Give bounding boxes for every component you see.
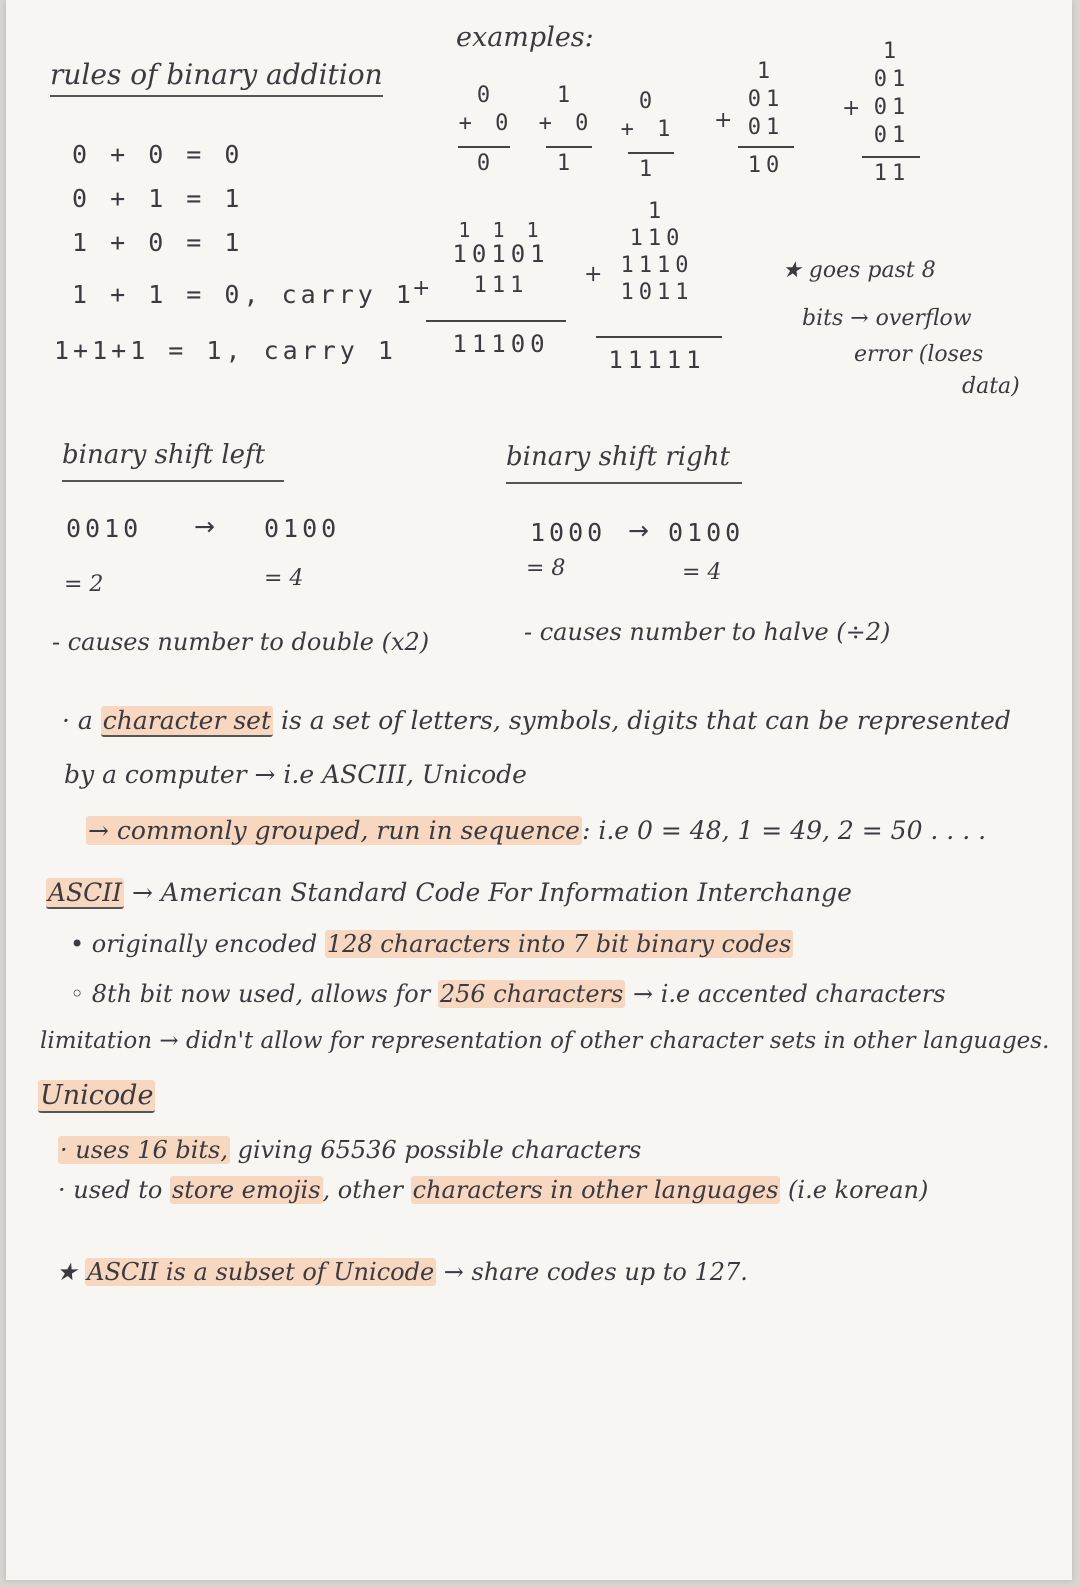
example-top: 110 <box>629 226 685 251</box>
shift-left-title: binary shift left <box>62 440 284 482</box>
footnote: ★ ASCII is a subset of Unicode → share codes up to 127. <box>56 1258 748 1286</box>
shift-right-from-value: = 8 <box>526 556 566 581</box>
carry-digits: 1 <box>756 59 776 84</box>
example-top: 1 <box>556 83 576 108</box>
example-bottom: + 0 <box>458 111 514 136</box>
example-top: 0 <box>638 89 658 114</box>
ascii-bullet: • originally encoded 128 characters into 7 bit binary codes <box>70 930 792 958</box>
example-bottom: 1011 <box>620 280 694 305</box>
example-result: 11 <box>873 161 911 186</box>
sum-rule <box>546 146 592 148</box>
star-icon: ★ <box>782 258 802 283</box>
overflow-note: error (loses <box>854 342 984 367</box>
example-result: 0 <box>476 151 496 176</box>
example-bottom: + 1 <box>620 117 676 142</box>
unicode-title: Unicode <box>40 1080 154 1111</box>
example-result: 1 <box>638 157 658 182</box>
character-set-term: character set <box>102 706 272 735</box>
example-sum <box>618 88 678 144</box>
sum-rule <box>596 336 722 338</box>
shift-right-to: 0100 <box>668 518 745 547</box>
sum-rule <box>426 320 566 322</box>
sum-rule <box>862 156 920 158</box>
example-bottom: + 0 <box>538 111 594 136</box>
ascii-label: ASCII <box>48 878 123 907</box>
example-sum <box>612 198 702 306</box>
arrow-icon: → <box>194 512 215 541</box>
arrow-icon: → <box>628 516 649 545</box>
ascii-bullet: ◦ 8th bit now used, allows for 256 characters → i.e accented characters <box>70 980 946 1008</box>
example-top: 10101 <box>452 240 550 268</box>
shift-right-title: binary shift right <box>506 442 742 484</box>
shift-left-from: 0010 <box>66 514 143 543</box>
example-middle: 01 <box>873 95 911 120</box>
example-bottom: 01 <box>873 123 911 148</box>
example-bottom: 111 <box>473 273 529 298</box>
rule-line: 0 + 1 = 1 <box>72 184 244 213</box>
overflow-note: data) <box>962 374 1020 399</box>
example-result: 10 <box>747 153 785 178</box>
example-top: 01 <box>873 67 911 92</box>
plus-sign: + <box>714 108 733 133</box>
rules-title: rules of binary addition <box>50 58 383 97</box>
plus-sign: + <box>412 276 431 301</box>
carry-digits: 1 1 1 <box>458 218 544 242</box>
charset-line: by a computer → i.e ASCIII, Unicode <box>64 760 527 789</box>
unicode-bullet: · uses 16 bits, giving 65536 possible characters <box>60 1136 642 1164</box>
example-bottom: 01 <box>747 115 785 140</box>
plus-sign: + <box>842 96 861 121</box>
sum-rule <box>738 146 794 148</box>
shift-right-from: 1000 <box>530 518 607 547</box>
sum-rule <box>628 152 674 154</box>
ascii-definition: ASCII → American Standard Code For Information Interchange <box>48 878 852 907</box>
shift-right-note: - causes number to halve (÷2) <box>524 618 891 646</box>
example-result: 1 <box>556 151 576 176</box>
rule-line: 1 + 1 = 0, carry 1 <box>72 280 415 309</box>
carry-digits: 1 <box>647 199 667 224</box>
example-top: 01 <box>747 87 785 112</box>
example-sum <box>446 218 556 298</box>
shift-right-to-value: = 4 <box>682 560 722 585</box>
rule-line: 0 + 0 = 0 <box>72 140 244 169</box>
example-sum <box>736 58 796 142</box>
sum-rule <box>458 146 510 148</box>
example-sum <box>536 82 596 138</box>
example-result: 11111 <box>608 346 706 374</box>
example-result: 11100 <box>452 330 550 358</box>
example-sum <box>862 38 922 150</box>
rule-line: 1 + 0 = 1 <box>72 228 244 257</box>
examples-title: examples: <box>456 22 594 53</box>
example-sum <box>456 82 516 138</box>
plus-sign: + <box>584 262 603 287</box>
overflow-note: ★ goes past 8 <box>782 258 936 283</box>
shift-left-to: 0100 <box>264 514 341 543</box>
ascii-limitation: limitation → didn't allow for representation of other character sets in other languages. <box>40 1028 1050 1054</box>
shift-left-from-value: = 2 <box>64 572 104 597</box>
example-middle: 1110 <box>620 253 694 278</box>
rule-line: 1+1+1 = 1, carry 1 <box>54 336 397 365</box>
shift-left-to-value: = 4 <box>264 566 304 591</box>
charset-line: → commonly grouped, run in sequence: i.e 0 = 48, 1 = 49, 2 = 50 . . . . <box>88 816 987 845</box>
notebook-page <box>6 0 1072 1580</box>
carry-digits: 1 <box>882 39 902 64</box>
shift-left-note: - causes number to double (x2) <box>52 628 430 656</box>
example-top: 0 <box>476 83 496 108</box>
charset-line: · a character set is a set of letters, symbols, digits that can be represented <box>62 706 1011 735</box>
unicode-bullet: · used to store emojis, other characters in other languages (i.e korean) <box>58 1176 929 1204</box>
overflow-note: bits → overflow <box>802 306 972 331</box>
star-icon: ★ <box>56 1258 78 1286</box>
